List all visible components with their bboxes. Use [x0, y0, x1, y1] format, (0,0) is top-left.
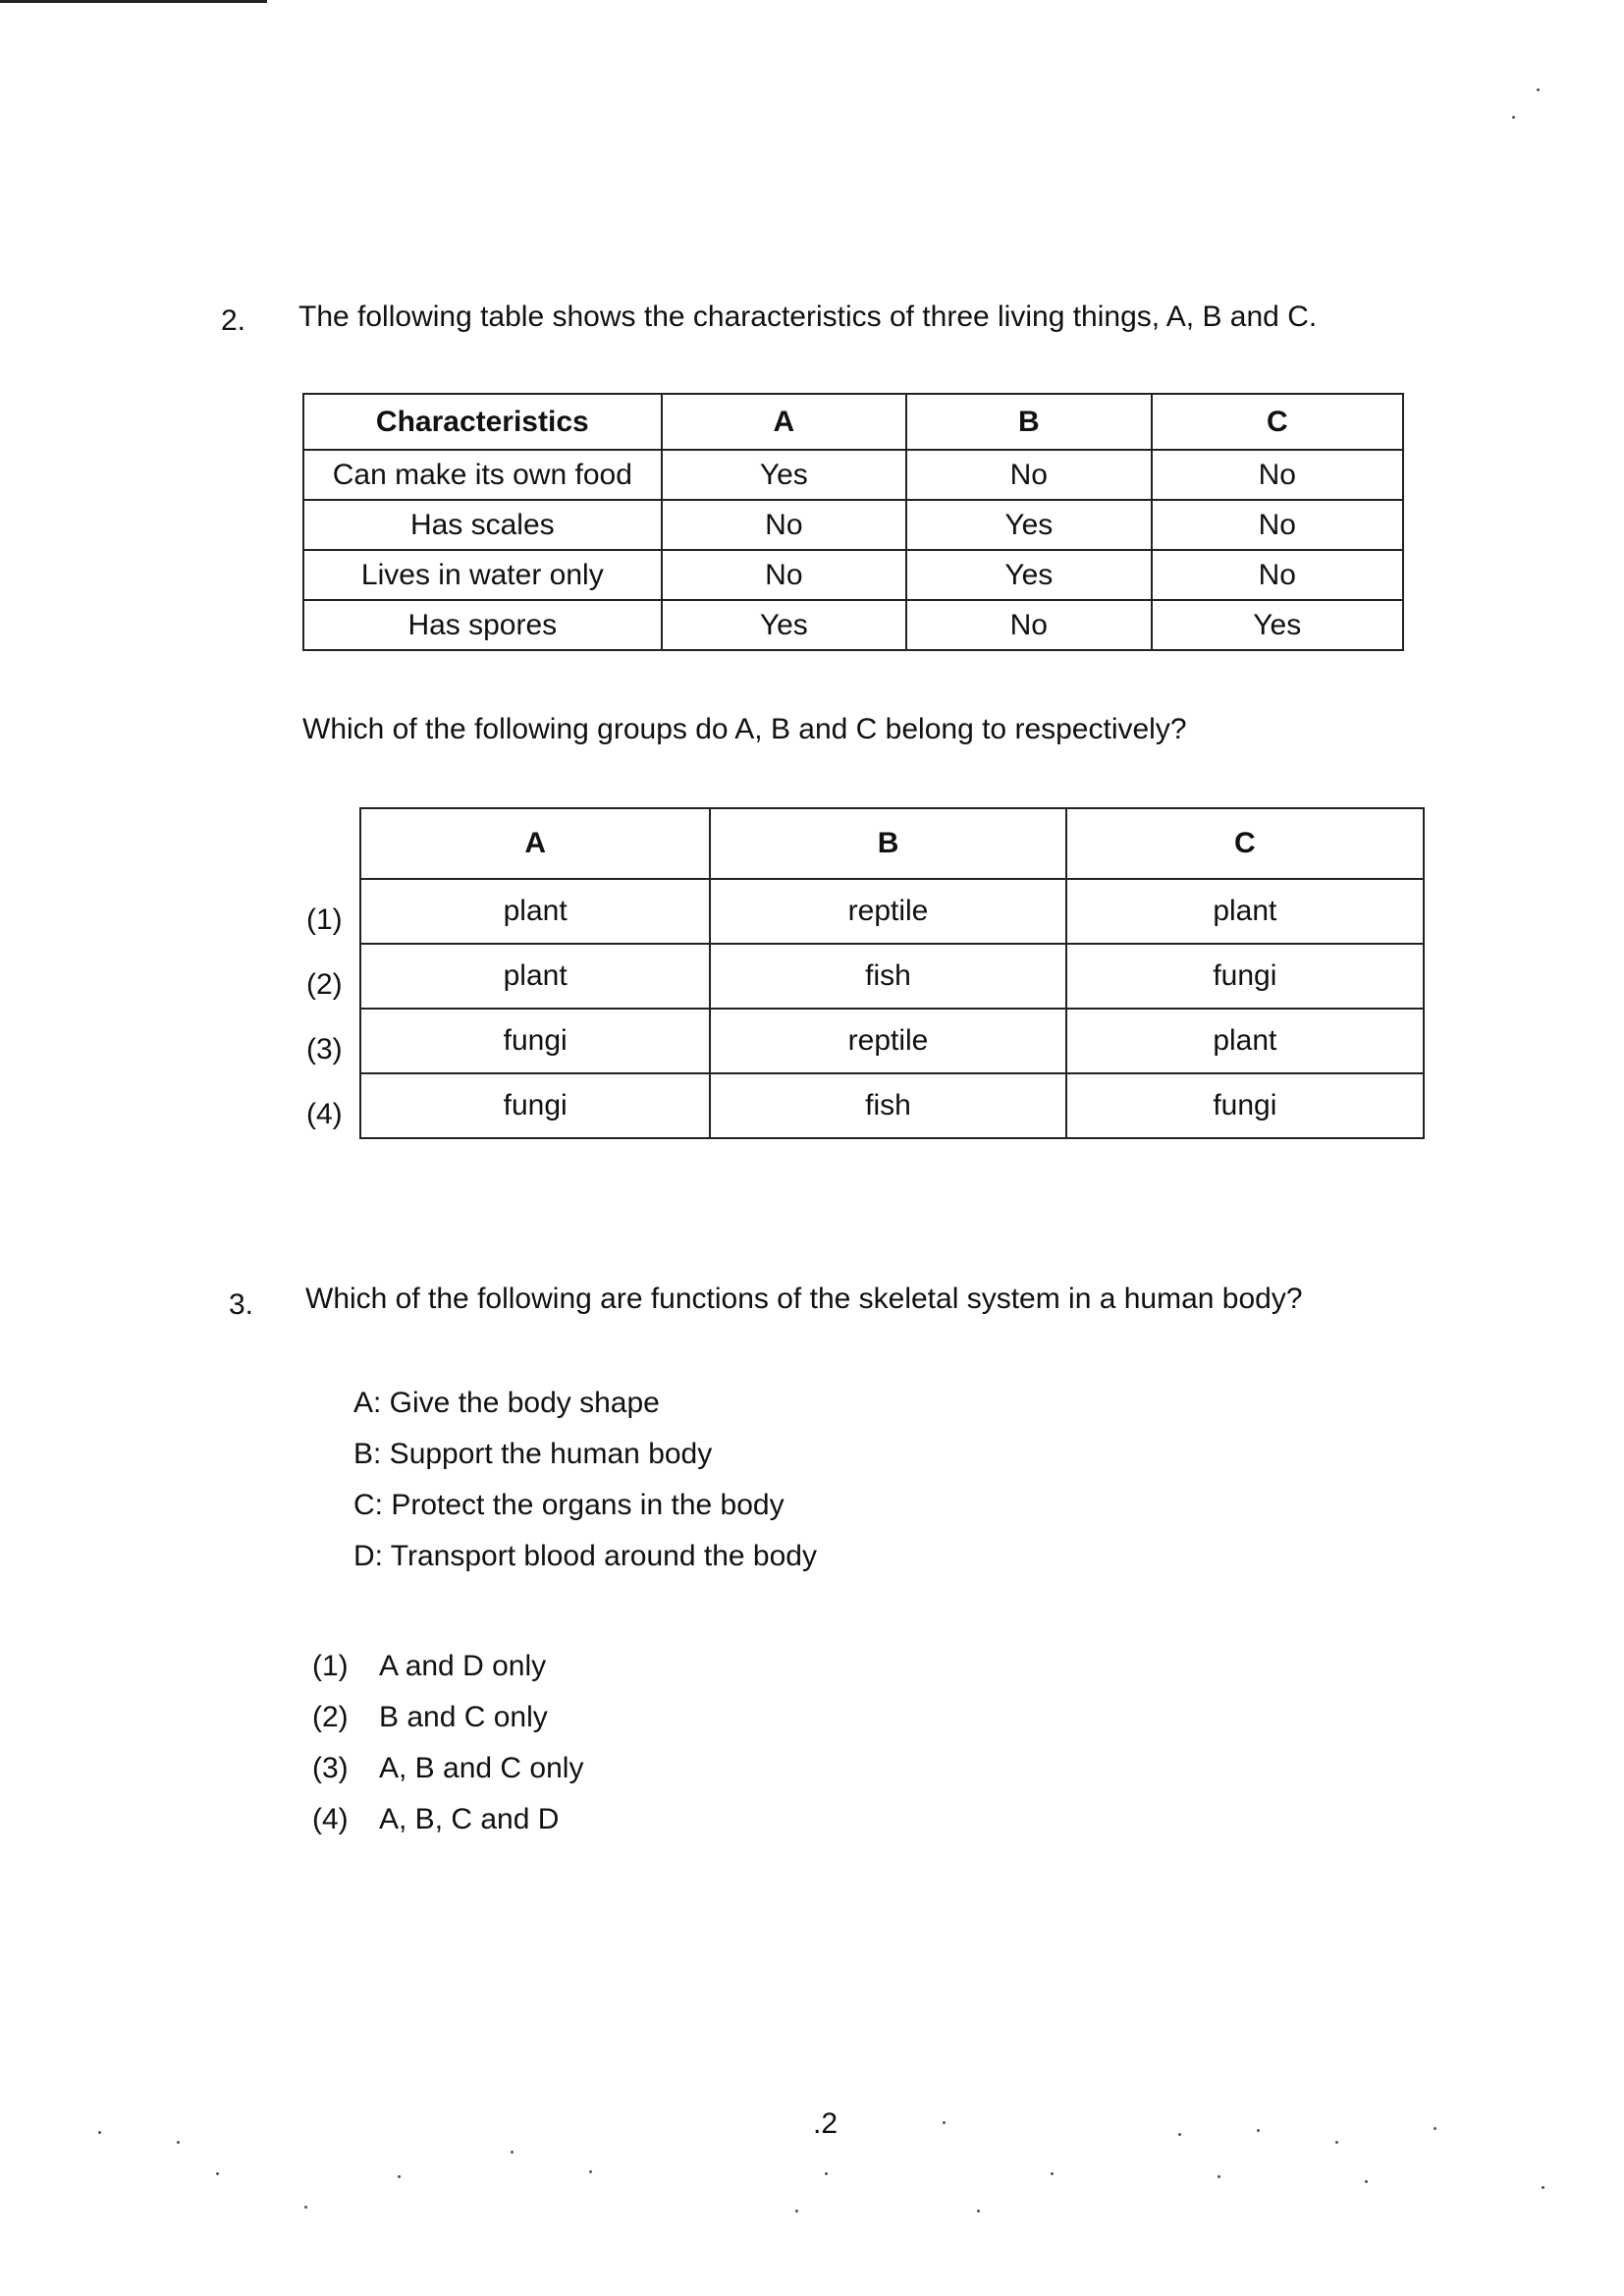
option-row-1[interactable] [360, 879, 1424, 944]
header-characteristics: Characteristics [303, 394, 662, 450]
option-label-2: (2) [306, 968, 343, 1001]
scan-speck [1218, 2175, 1220, 2178]
question-2-prompt: Which of the following groups do A, B and C belong to respectively? [302, 713, 1187, 745]
options-header-b: B [710, 808, 1065, 879]
answer-option-text: A, B and C only [379, 1752, 584, 1784]
option-row-3[interactable] [360, 1009, 1424, 1073]
scan-speck [216, 2172, 219, 2175]
table-cell: No [662, 550, 906, 600]
characteristics-table [302, 393, 1404, 651]
answer-options-table [359, 807, 1425, 1139]
answer-option-label: (1) [312, 1650, 349, 1682]
scan-speck [589, 2170, 592, 2173]
scan-speck [1434, 2127, 1436, 2130]
table-cell: plant [1066, 879, 1424, 944]
question-2-text: The following table shows the characteristics of three living things, A, B and C. [298, 301, 1318, 333]
answer-option-1[interactable] [312, 1650, 546, 1683]
table-cell: No [906, 450, 1151, 500]
scan-speck [1365, 2180, 1368, 2183]
scan-speck [1051, 2172, 1054, 2175]
statement-b: B: Support the human body [353, 1438, 713, 1470]
table-cell: No [662, 500, 906, 550]
table-cell: Can make its own food [303, 450, 662, 500]
table-cell: fungi [360, 1009, 710, 1073]
statement-c: C: Protect the organs in the body [353, 1489, 785, 1521]
page-number: .2 [813, 2107, 839, 2140]
options-header-a: A [360, 808, 710, 879]
options-header-row [360, 808, 1424, 879]
scan-speck [304, 2206, 307, 2209]
table-cell: Yes [1152, 600, 1403, 650]
answer-option-2[interactable] [312, 1701, 548, 1734]
scan-speck [1257, 2129, 1260, 2132]
statement-d: D: Transport blood around the body [353, 1540, 817, 1572]
table-cell: No [1152, 500, 1403, 550]
table-cell: Yes [662, 450, 906, 500]
question-2-number: 2. [221, 304, 246, 337]
table-cell: No [1152, 550, 1403, 600]
table-cell: fish [710, 1073, 1065, 1138]
scan-speck [98, 2131, 101, 2134]
table-cell: fish [710, 944, 1065, 1009]
table-row [303, 600, 1403, 650]
table-cell: Yes [662, 600, 906, 650]
header-c: C [1152, 394, 1403, 450]
option-label-1: (1) [306, 903, 343, 936]
option-row-4[interactable] [360, 1073, 1424, 1138]
table-cell: Has spores [303, 600, 662, 650]
scan-speck [795, 2210, 798, 2213]
answer-option-4[interactable] [312, 1803, 559, 1836]
answer-option-label: (2) [312, 1701, 349, 1733]
scan-speck [177, 2141, 180, 2144]
scan-speck [825, 2172, 828, 2175]
option-label-4: (4) [306, 1098, 343, 1130]
scan-speck [977, 2210, 980, 2213]
table-cell: reptile [710, 1009, 1065, 1073]
scan-speck [943, 2121, 946, 2124]
scan-speck [1537, 88, 1540, 91]
scan-speck [1512, 116, 1515, 119]
answer-option-text: A, B, C and D [379, 1803, 560, 1835]
table-cell: No [906, 600, 1151, 650]
question-3-number: 3. [229, 1288, 254, 1321]
table-row [303, 550, 1403, 600]
scan-speck [1335, 2141, 1338, 2144]
header-a: A [662, 394, 906, 450]
statement-a: A: Give the body shape [353, 1387, 660, 1419]
table-cell: plant [1066, 1009, 1424, 1073]
table-cell: Yes [906, 500, 1151, 550]
top-rule [0, 0, 267, 3]
question-3-text: Which of the following are functions of the skeletal system in a human body? [305, 1283, 1303, 1315]
table-cell: plant [360, 944, 710, 1009]
answer-option-label: (4) [312, 1803, 349, 1835]
table-header-row [303, 394, 1403, 450]
table-cell: fungi [1066, 944, 1424, 1009]
table-row [303, 450, 1403, 500]
table-cell: plant [360, 879, 710, 944]
scan-speck [398, 2175, 401, 2178]
table-cell: fungi [360, 1073, 710, 1138]
scan-speck [1178, 2133, 1181, 2136]
scan-speck [511, 2151, 514, 2154]
table-cell: fungi [1066, 1073, 1424, 1138]
table-cell: Yes [906, 550, 1151, 600]
option-label-3: (3) [306, 1033, 343, 1066]
table-row [303, 500, 1403, 550]
option-row-2[interactable] [360, 944, 1424, 1009]
table-cell: reptile [710, 879, 1065, 944]
header-b: B [906, 394, 1151, 450]
scan-speck [1542, 2186, 1544, 2189]
table-cell: No [1152, 450, 1403, 500]
table-cell: Has scales [303, 500, 662, 550]
options-header-c: C [1066, 808, 1424, 879]
table-cell: Lives in water only [303, 550, 662, 600]
answer-option-3[interactable] [312, 1752, 583, 1785]
answer-option-text: B and C only [379, 1701, 548, 1733]
answer-option-text: A and D only [379, 1650, 547, 1682]
answer-option-label: (3) [312, 1752, 349, 1784]
